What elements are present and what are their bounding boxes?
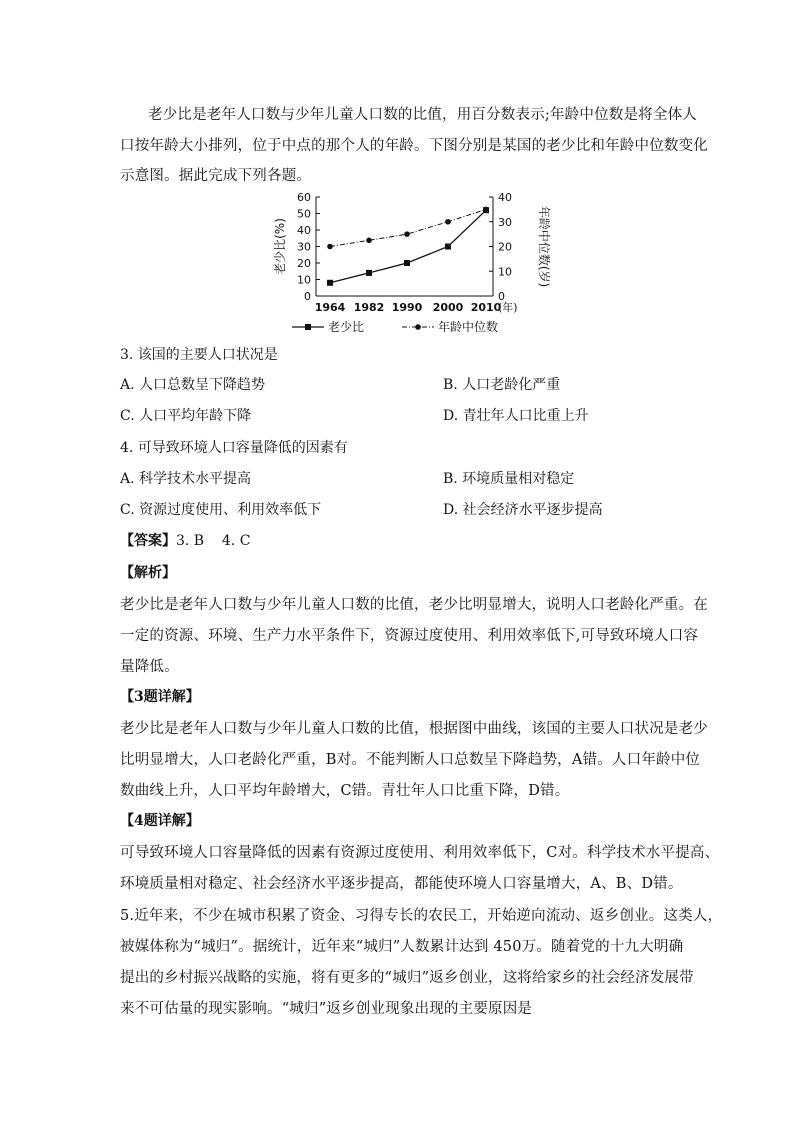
series-old-young-ratio-line [330, 210, 486, 283]
right-axis-title: 年龄中位数(岁) [537, 205, 551, 288]
right-tick-label: 30 [498, 215, 512, 229]
median-age-point [366, 238, 372, 244]
q3-option-b: B. 人口老龄化严重 [443, 377, 561, 393]
right-tick-label: 40 [498, 191, 512, 204]
detail4-label: 【4题详解】 [120, 813, 200, 829]
left-tick-label: 50 [297, 207, 311, 221]
right-tick-label: 20 [498, 240, 512, 254]
intro-line-1: 老少比是老年人口数与少年儿童人口数的比值，用百分数表示;年龄中位数是将全体人 [148, 107, 697, 123]
x-tick-label: 1982 [353, 301, 385, 314]
intro-line-3: 示意图。据此完成下列各题。 [120, 168, 312, 184]
median-age-point [327, 244, 333, 250]
q3-stem: 3. 该国的主要人口状况是 [120, 347, 278, 363]
old-young-ratio-point [327, 280, 333, 286]
right-tick-label: 0 [498, 290, 505, 303]
left-tick-label: 30 [297, 240, 311, 254]
detail3-line-3: 数曲线上升，人口平均年龄增大，C错。青壮年人口比重下降，D错。 [120, 783, 570, 799]
old-young-ratio-point [366, 270, 372, 276]
old-young-ratio-point [445, 244, 451, 250]
median-age-point [404, 231, 410, 237]
intro-line-2: 口按年龄大小排列，位于中点的那个人的年龄。下图分别是某国的老少比和年龄中位数变化 [120, 138, 708, 154]
q5-line-3: 提出的乡村振兴战略的实施，将有更多的“城归”返乡创业，这将给家乡的社会经济发展带 [120, 970, 694, 986]
legend-label-ratio: 老少比 [328, 320, 365, 334]
right-tick-label: 10 [498, 265, 512, 279]
x-tick-label: 1964 [314, 301, 346, 314]
old-young-ratio-point [404, 260, 410, 266]
q3-option-c: C. 人口平均年龄下降 [120, 408, 252, 424]
q3-option-d: D. 青壮年人口比重上升 [443, 408, 589, 424]
detail3-label: 【3题详解】 [120, 689, 200, 705]
median-age-point [445, 219, 451, 225]
median-age-point [483, 207, 489, 213]
legend-marker-ratio [305, 324, 311, 330]
detail3-line-1: 老少比是老年人口数与少年儿童人口数的比值，根据图中曲线，该国的主要人口状况是老少 [120, 721, 708, 737]
left-axis-title: 老少比(%) [273, 218, 287, 275]
x-tick-label: 1990 [391, 301, 423, 314]
left-tick-label: 0 [304, 290, 311, 303]
chart-svg [262, 186, 562, 336]
legend-label-median: 年龄中位数 [438, 320, 499, 334]
detail4-line-1: 可导致环境人口容量降低的因素有资源过度使用、利用效率低下，C对。科学技术水平提高、 [120, 845, 720, 861]
q4-option-a: A. 科学技术水平提高 [120, 471, 252, 487]
detail4-line-2: 环境质量相对稳定、社会经济水平逐步提高，都能使环境人口容量增大，A、B、D错。 [120, 876, 683, 892]
q4-option-b: B. 环境质量相对稳定 [443, 471, 575, 487]
q5-line-1: 5.近年来，不少在城市积累了资金、习得专长的农民工，开始逆向流动、返乡创业。这类人， [120, 908, 723, 924]
analysis-label: 【解析】 [120, 565, 176, 581]
left-tick-label: 60 [297, 191, 311, 204]
q5-line-2: 被媒体称为“城归”。据统计，近年来“城归”人数累计达到 450万。随着党的十九大明确 [120, 939, 684, 955]
answer-line [120, 530, 250, 550]
q4-stem: 4. 可导致环境人口容量降低的因素有 [120, 440, 348, 456]
left-tick-label: 10 [297, 273, 311, 287]
analysis-line-2: 一定的资源、环境、生产力水平条件下，资源过度使用、利用效率低下,可导致环境人口容 [120, 628, 699, 644]
left-tick-label: 40 [297, 224, 311, 237]
q4-option-c: C. 资源过度使用、利用效率低下 [120, 502, 322, 518]
x-tick-label: 2010 [470, 301, 502, 314]
detail3-line-2: 比明显增大，人口老龄化严重，B对。不能判断人口总数呈下降趋势，A错。人口年龄中位 [120, 752, 701, 768]
left-tick-label: 20 [297, 257, 311, 270]
legend-marker-median [415, 324, 421, 330]
series-median-age-line [330, 209, 486, 246]
x-unit-label: (年) [498, 301, 518, 314]
q4-option-d: D. 社会经济水平逐步提高 [443, 502, 603, 518]
population-chart [262, 186, 562, 336]
x-tick-label: 2000 [432, 301, 464, 314]
analysis-line-3: 量降低。 [120, 659, 179, 675]
analysis-line-1: 老少比是老年人口数与少年儿童人口数的比值，老少比明显增大，说明人口老龄化严重。在 [120, 597, 708, 613]
answer-text: 3. B 4. C [176, 533, 251, 549]
answer-label: 【答案】 [120, 533, 176, 549]
q3-option-a: A. 人口总数呈下降趋势 [120, 377, 266, 393]
q5-line-4: 来不可估量的现实影响。“城归”返乡创业现象出现的主要原因是 [120, 1001, 533, 1017]
